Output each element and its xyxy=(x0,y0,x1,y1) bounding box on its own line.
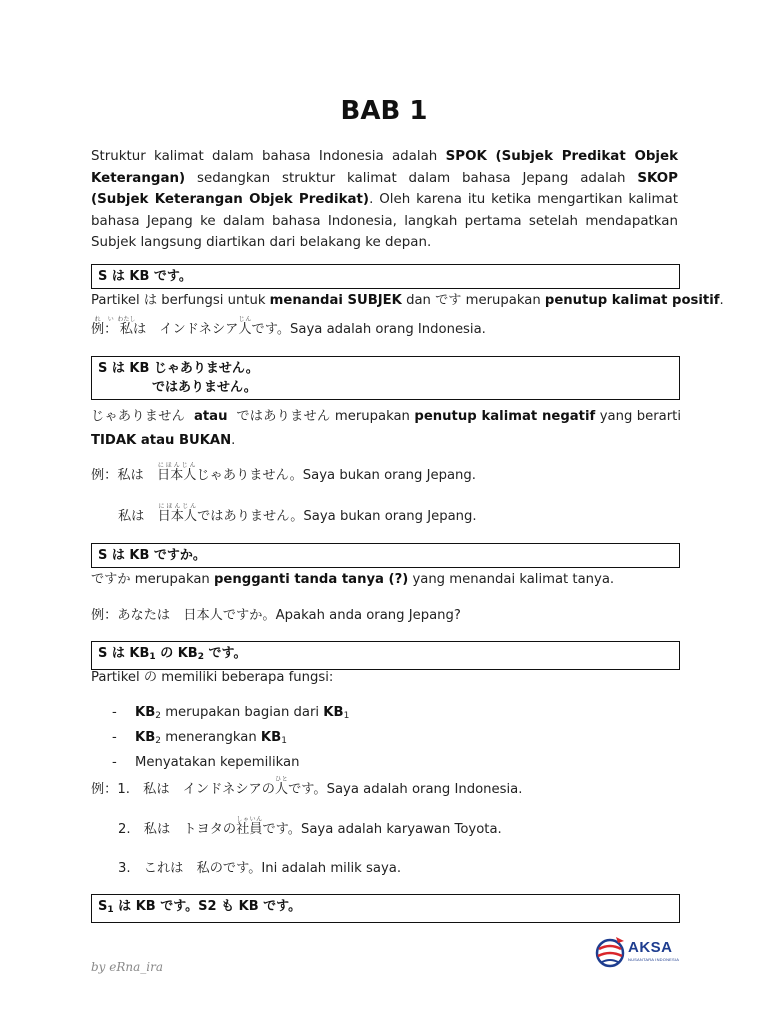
subscript: 2 xyxy=(155,711,162,721)
intro-paragraph xyxy=(91,146,678,254)
sec1-example xyxy=(91,316,681,343)
jp-text: です。 xyxy=(262,822,301,837)
box-line: ではありません。 xyxy=(152,380,257,395)
jp-text: 3. これは 私のです。 xyxy=(118,861,262,876)
jp-text: は インドネシア xyxy=(132,322,239,337)
text: merupakan xyxy=(330,409,415,424)
text: dan xyxy=(401,293,436,308)
sec2-example-2 xyxy=(118,503,708,530)
text: Partikel xyxy=(91,293,144,308)
pattern-box-question: S は KB ですか。 xyxy=(91,543,680,568)
text: merupakan xyxy=(461,293,545,308)
box-text: です。 xyxy=(203,646,247,661)
text: Menyatakan kepemilikan xyxy=(135,755,300,770)
translation: Saya adalah orang Indonesia. xyxy=(290,322,486,337)
logo-subtext: NUSANTARA INDONESIA xyxy=(628,957,680,962)
sec3-explanation xyxy=(91,571,681,589)
jp-kanji: 人 xyxy=(238,322,252,337)
logo-text: AKSA xyxy=(628,939,673,956)
jp-text: は xyxy=(143,293,158,308)
list-item: - $KB_2$ menerangkan $KB_1$ xyxy=(112,730,287,746)
jp-text: じゃありません xyxy=(91,409,186,424)
text: merupakan bagian dari xyxy=(161,705,324,720)
bold-text: KB xyxy=(260,730,282,745)
jp-kanji: 私 xyxy=(117,322,136,337)
jp-text: です。 xyxy=(251,322,291,337)
box-line: S は KB じゃありません。 xyxy=(98,361,259,376)
pattern-box-positive: S は KB です。 xyxy=(91,264,680,289)
translation: Saya bukan orang Jepang. xyxy=(302,468,476,483)
jp-text: ではありません xyxy=(236,409,331,424)
furigana: れい xyxy=(91,316,118,323)
text: . xyxy=(719,293,724,308)
sec2-explanation xyxy=(91,405,681,453)
sec4-explanation: Partikel の memiliki beberapa fungsi: xyxy=(91,670,334,685)
page-title: BAB 1 xyxy=(340,96,428,126)
furigana: にほんじん xyxy=(156,462,197,469)
jp-text: 例： xyxy=(91,322,118,337)
intro-text: . Oleh karena itu ketika mengartikan kalimat bahasa Jepang ke dalam bahasa Indonesia, langkah pertama setelah mendapatkan Subjek langsung diartikan dari belakang ke depan. xyxy=(91,192,678,250)
subscript: 2 xyxy=(155,736,162,746)
intro-spok: SPOK (Subjek Predikat Objek Keterangan) xyxy=(91,149,678,186)
bold-text: KB xyxy=(323,705,344,720)
jp-text: ではありません。 xyxy=(197,509,304,524)
text: merupakan xyxy=(130,572,214,587)
furigana: じん xyxy=(238,316,252,323)
box-text: は KB です。S2 も KB です。 xyxy=(113,899,302,914)
jp-text: 例：あなたは 日本人ですか。 xyxy=(91,608,276,623)
box-text: の KB xyxy=(155,646,198,661)
sec2-example-1 xyxy=(91,462,681,489)
sec1-explanation xyxy=(91,292,724,310)
pattern-box-mo xyxy=(91,894,680,923)
bold-text: pengganti tanda tanya (?) xyxy=(213,572,409,587)
function-list xyxy=(112,702,349,773)
jp-text: です。 xyxy=(288,782,327,797)
text: berfungsi untuk xyxy=(157,293,270,308)
aksa-logo xyxy=(594,931,678,975)
list-item: - $KB_2$ merupakan bagian dari $KB_1$ xyxy=(112,705,350,721)
author-signature: by eRna_ira xyxy=(91,960,164,974)
translation: Saya bukan orang Jepang. xyxy=(303,509,477,524)
bold-text: KB xyxy=(135,705,156,720)
jp-kanji: 人 xyxy=(274,782,289,797)
translation: Apakah anda orang Jepang? xyxy=(275,608,461,623)
subscript: 2 xyxy=(197,652,204,662)
jp-text: 例：1. 私は インドネシアの xyxy=(91,782,275,797)
furigana: しゃいん xyxy=(236,816,263,823)
globe-icon xyxy=(594,931,628,971)
translation: Ini adalah milik saya. xyxy=(261,861,402,876)
sec4-example-1 xyxy=(91,776,681,803)
bold-text: atau xyxy=(193,409,228,424)
sec4-example-3 xyxy=(118,860,708,878)
jp-kanji: 社員 xyxy=(236,822,263,837)
jp-kanji: 日本人 xyxy=(156,468,197,483)
subscript: 1 xyxy=(149,652,156,662)
bold-text: menandai SUBJEK xyxy=(269,293,402,308)
jp-text: ですか xyxy=(91,572,131,587)
jp-text: 2. 私は トヨタの xyxy=(118,822,237,837)
box-text: S xyxy=(98,899,108,914)
pattern-box-no xyxy=(91,641,680,670)
subscript: 1 xyxy=(107,905,114,915)
pattern-box-negative xyxy=(91,356,680,400)
bold-text: KB xyxy=(135,730,156,745)
subscript: 1 xyxy=(281,736,287,746)
sec4-example-2 xyxy=(118,816,708,843)
intro-text: sedangkan struktur kalimat dalam bahasa Jepang adalah xyxy=(185,170,638,186)
translation: Saya adalah orang Indonesia. xyxy=(326,782,523,797)
translation: Saya adalah karyawan Toyota. xyxy=(300,822,502,837)
text: menerangkan xyxy=(161,730,261,745)
bold-text: TIDAK atau BUKAN xyxy=(91,433,232,448)
furigana: にほんじん xyxy=(157,503,198,510)
text: yang berarti xyxy=(595,409,681,424)
bold-text: penutup kalimat negatif xyxy=(414,409,596,424)
jp-kanji: 日本人 xyxy=(157,509,198,524)
jp-text: です xyxy=(435,293,462,308)
box-text: S は KB xyxy=(98,646,150,661)
bold-text: penutup kalimat positif xyxy=(544,293,720,308)
jp-text: じゃありません。 xyxy=(196,468,303,483)
furigana: ひと xyxy=(274,776,289,783)
subscript: 1 xyxy=(343,711,350,721)
sec3-example xyxy=(91,607,681,625)
text: . xyxy=(231,433,236,448)
furigana: わたし xyxy=(117,316,136,323)
intro-skop: SKOP (Subjek Keterangan Objek Predikat) xyxy=(91,170,678,207)
jp-text: 私は xyxy=(118,509,158,524)
intro-text: Struktur kalimat dalam bahasa Indonesia adalah xyxy=(91,149,446,164)
list-item: - Menyatakan kepemilikan xyxy=(112,755,300,770)
text: yang menandai kalimat tanya. xyxy=(408,572,615,587)
jp-text: 例：私は xyxy=(91,468,157,483)
